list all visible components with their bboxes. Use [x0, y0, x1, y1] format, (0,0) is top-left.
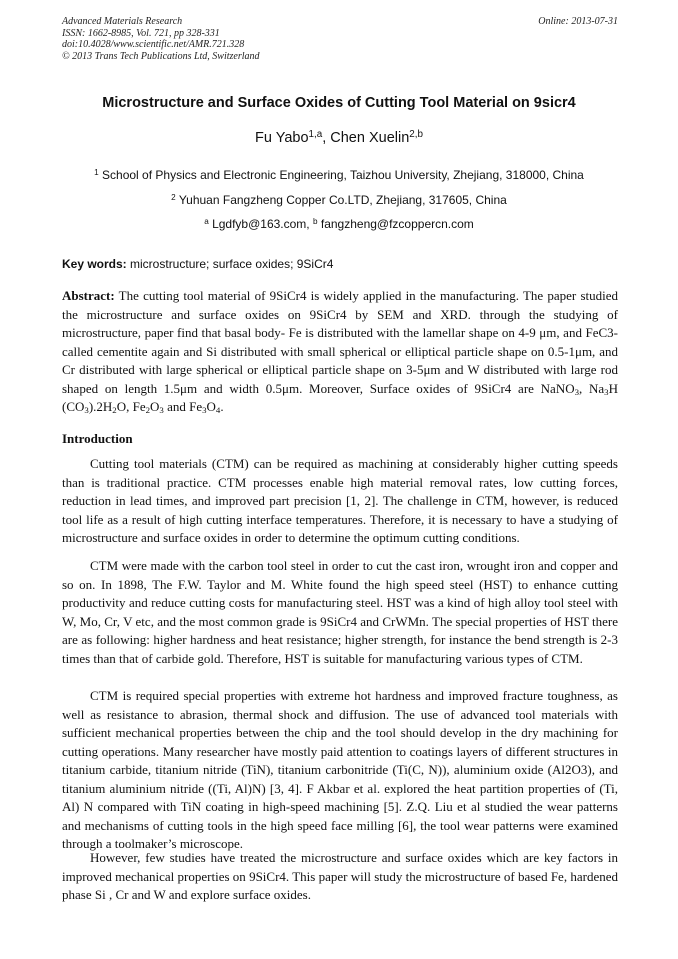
journal-name: Advanced Materials Research: [62, 16, 183, 27]
online-date: Online: 2013-07-31: [538, 16, 618, 27]
affiliation-1-text: School of Physics and Electronic Engineering, Taizhou University, Zhejiang, 318000, China: [98, 168, 584, 182]
formula-sub: 3: [574, 386, 580, 397]
affiliation-2: [0, 193, 678, 207]
keywords-label: Key words:: [62, 257, 127, 271]
abstract: [62, 287, 618, 417]
email-a: Lgdfyb@163.com,: [208, 217, 313, 231]
formula-sub: 3: [202, 405, 207, 416]
author-1-name: Fu Yabo: [255, 130, 309, 146]
email-b: fangzheng@fzcoppercn.com: [317, 217, 474, 231]
affiliation-2-text: Yuhuan Fangzheng Copper Co.LTD, Zhejiang, 317605, China: [175, 193, 507, 207]
author-2-sup: 2,b: [409, 129, 423, 141]
email-a-sup: a: [204, 216, 209, 226]
affiliation-1-sup: 1: [94, 167, 99, 177]
formula-sub: 3: [159, 405, 164, 416]
journal-doi: doi:10.4028/www.scientific.net/AMR.721.328: [62, 39, 245, 50]
keywords-text: microstructure; surface oxides; 9SiCr4: [126, 257, 334, 271]
formula-text: and Fe: [163, 399, 203, 414]
formula-text: O: [150, 399, 160, 414]
intro-paragraph-3: CTM is required special properties with extreme hot hardness and improved fracture toughness, as well as resistance to abrasion, thermal shock and diffusion. The use of advanced tool materials with sufficient mechanical properties between the chip and the tool should develop in the dry machining for cutting operations. Many researcher have mostly paid attention to coatings layers of different structures in titanium carbide, titanium nitride (TiN), titanium carbonitride (Ti(C, N)), aluminium oxide (Al2O3), and titanium aluminium nitride ((Ti, Al)N) [3, 4]. F Akbar et al. explored the heat partition properties of (Ti, Al) N compared with TiN coating in high-speed machining [5]. Z.Q. Liu et al studied the wear patterns and mechanisms of cutting tools in the high speed face milling [6], the tool wear patterns were examined through a toolmaker’s microscope.: [62, 688, 618, 851]
formula-sub: 4: [215, 405, 221, 416]
email-b-sup: b: [312, 216, 318, 226]
email-line: [0, 217, 678, 231]
affiliation-1: [0, 168, 678, 182]
section-heading-introduction: Introduction: [62, 431, 133, 446]
intro-paragraph-2: CTM were made with the carbon tool steel in order to cut the cast iron, wrought iron and copper and so on. In 1898, The F.W. Taylor and M. White found the high speed steel (HST) to enhance cutting productivity and reduce cutting costs for manufacturing steel. HST was a kind of high alloy tool steel with W, Mo, Cr, V etc, and the most common grade is 9SiCr4 and CrWMn. The special properties of HST there are as following: higher hardness and heat resistance; higher strength, for instance the bend strength is 2-3 times than that of carbide gold. Therefore, HST is suitable for manufacturing various types of CTM.: [62, 558, 618, 666]
formula-sub: 3: [604, 386, 609, 397]
formula-text: O: [206, 399, 216, 414]
journal-header: [62, 16, 618, 62]
formula-text: O, Fe: [116, 399, 146, 414]
formula-text: , Na: [579, 380, 605, 396]
author-2-name: Chen Xuelin: [330, 130, 410, 146]
journal-copyright: © 2013 Trans Tech Publications Ltd, Switzerland: [62, 50, 260, 62]
formula-sub: 2: [145, 405, 151, 416]
abstract-text: The cutting tool material of 9SiCr4 is widely applied in the manufacturing. The paper studied the microstructure and surface oxides on 9SiCr4 by SEM and XRD. through the studying of microstructure, paper find that basal body- Fe is distributed with the lamellar shape on 4-9 μm, and FeC3- called cementite again and Si distributed with small spherical or elliptical particle shape on 0.5-1μm, and Cr distributed with large spherical or elliptical particle shape on 3-5μm and W distributed with large rod shaped on length 1.5μm and width 0.5μm. Moreover, Surface oxides of 9SiCr4 are NaNO: [62, 288, 618, 396]
formula-sub: 2: [112, 405, 117, 416]
intro-paragraph-4: However, few studies have treated the microstructure and surface oxides which are key factors in improved mechanical properties on 9SiCr4. This paper will study the microstructure of based Fe, hardened phase Si , Cr and W and explore surface oxides.: [62, 850, 618, 902]
intro-paragraph-1: Cutting tool materials (CTM) can be required as machining at considerably higher cutting speeds than is traditional practice. CTM processes enable high material removal rates, low cutting forces, reduction in lead times, and improved part precision [1, 2]. The challenge in CTM, however, is reduced tool life as a result of high cutting interface temperatures. Therefore, it is necessary to have a studying of microstructure and surface oxides in order to determine the optimum cutting conditions.: [62, 456, 618, 545]
author-1-sup: 1,a: [308, 129, 323, 141]
keywords: [62, 257, 618, 271]
author-separator: ,: [322, 130, 331, 146]
paper-title: Microstructure and Surface Oxides of Cutting Tool Material on 9sicr4: [102, 95, 576, 111]
formula-text: ).2H: [88, 399, 113, 414]
author-line: [0, 130, 678, 146]
formula-sub: 3: [84, 405, 89, 416]
abstract-label: Abstract:: [62, 288, 115, 303]
journal-issn: ISSN: 1662-8985, Vol. 721, pp 328-331: [62, 27, 220, 39]
formula-text: .: [220, 399, 224, 414]
formula-text: H (CO: [62, 380, 618, 414]
affiliation-2-sup: 2: [171, 192, 176, 202]
